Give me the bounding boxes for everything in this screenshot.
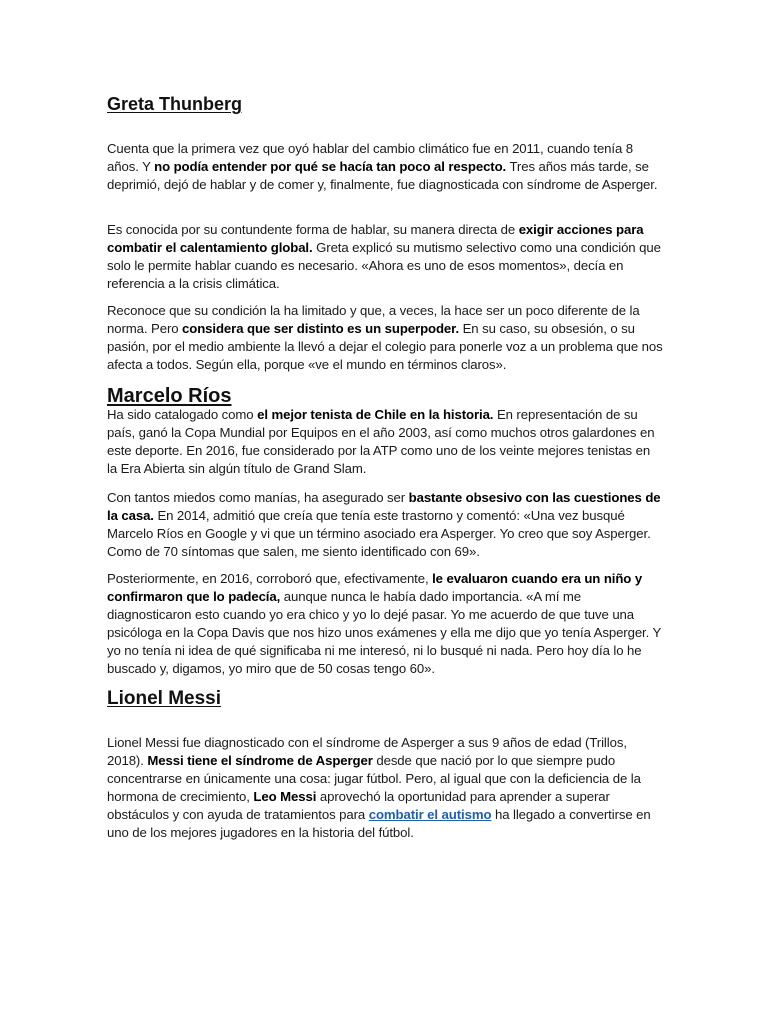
bold-text: Leo Messi [253,789,317,804]
text-run: Lionel Messi fue diagnosticado con el síndrome de Asperger a sus 9 años de edad (Trillos, 2018). [107,735,627,768]
text-run: Con tantos miedos como manías, ha asegurado ser [107,490,409,505]
bold-text: no podía entender por qué se hacía tan poco al respecto. [154,159,507,174]
text-run: aunque nunca le había dado importancia. «A mí me diagnosticaron esto cuando yo era chico y yo lo dejé pasar. Yo me acuerdo de que tuve una psicóloga en la Copa Davis que nos hizo unos exámenes y ella me dijo que yo tenía Asperger. Y yo no tenía ni idea de qué significaba ni me interesó, ni lo busqué ni nada. Pero hoy día lo he buscado y, digamos, yo miro que de 50 cosas tengo 60». [107,589,661,676]
text-run: ha llegado a convertirse en uno de los mejores jugadores en la historia del fútbol. [107,807,651,840]
text-run: Ha sido catalogado como [107,407,258,422]
text-run: Reconoce que su condición la ha limitado y que, a veces, la hace ser un poco diferente de la norma. Pero [107,303,640,336]
text-run: En su caso, su obsesión, o su pasión, por el medio ambiente la llevó a dejar el colegio para ponerle voz a un problema que nos afecta a todos. Según ella, porque «ve el mundo en términos claros». [107,321,663,372]
text-run: Cuenta que la primera vez que oyó hablar del cambio climático fue en 2011, cuando tenía 8 años. Y [107,141,634,174]
paragraph-greta-3 [107,302,663,374]
heading-greta-thunberg: Greta Thunberg [107,94,243,114]
text-run: Greta explicó su mutismo selectivo como una condición que solo le permite hablar cuando es necesario. «Ahora es uno de esos momentos», decía en referencia a la crisis climática. [107,240,661,291]
paragraph-messi-1 [107,734,663,842]
bold-text: Messi tiene el síndrome de Asperger [147,753,373,768]
bold-text: el mejor tenista de Chile en la historia. [257,407,494,422]
paragraph-rios-1 [107,406,663,478]
bold-text: bastante obsesivo con las cuestiones de la casa. [107,490,661,523]
bold-text: le evaluaron cuando era un niño y confirmaron que lo padecía, [107,571,643,604]
heading-lionel-messi: Lionel Messi [107,688,222,709]
text-run: En 2014, admitió que creía que tenía este trastorno y comentó: «Una vez busqué Marcelo Ríos en Google y vi que un término asociado era Asperger. Yo creo que soy Asperger. Como de 70 síntomas que salen, me siento identificado con 69». [107,508,651,559]
text-run: Posteriormente, en 2016, corroboró que, efectivamente, [107,571,433,586]
text-run: En representación de su país, ganó la Copa Mundial por Equipos en el año 2003, así como muchos otros galardones en este deporte. En 2016, fue considerado por la ATP como uno de los veinte mejores tenistas en la Era Abierta sin algún título de Grand Slam. [107,407,655,476]
paragraph-greta-2 [107,221,663,293]
paragraph-rios-3 [107,570,663,678]
text-run: desde que nació por lo que siempre pudo concentrarse en únicamente una cosa: jugar fútbol. Pero, al igual que con la deficiencia de la hormona de crecimiento, [107,753,641,804]
text-run: Tres años más tarde, se deprimió, dejó de hablar y de comer y, finalmente, fue diagnosticada con síndrome de Asperger. [107,159,658,192]
bold-text: considera que ser distinto es un superpoder. [182,321,460,336]
text-run: aprovechó la oportunidad para aprender a superar obstáculos y con ayuda de tratamientos para [107,789,610,822]
paragraph-rios-2 [107,489,663,561]
link-combatir-autismo[interactable]: combatir el autismo [368,807,492,822]
heading-marcelo-rios: Marcelo Ríos [107,385,232,407]
bold-text: exigir acciones para combatir el calentamiento global. [107,222,644,255]
text-run: Es conocida por su contundente forma de hablar, su manera directa de [107,222,519,237]
paragraph-greta-1 [107,140,663,194]
